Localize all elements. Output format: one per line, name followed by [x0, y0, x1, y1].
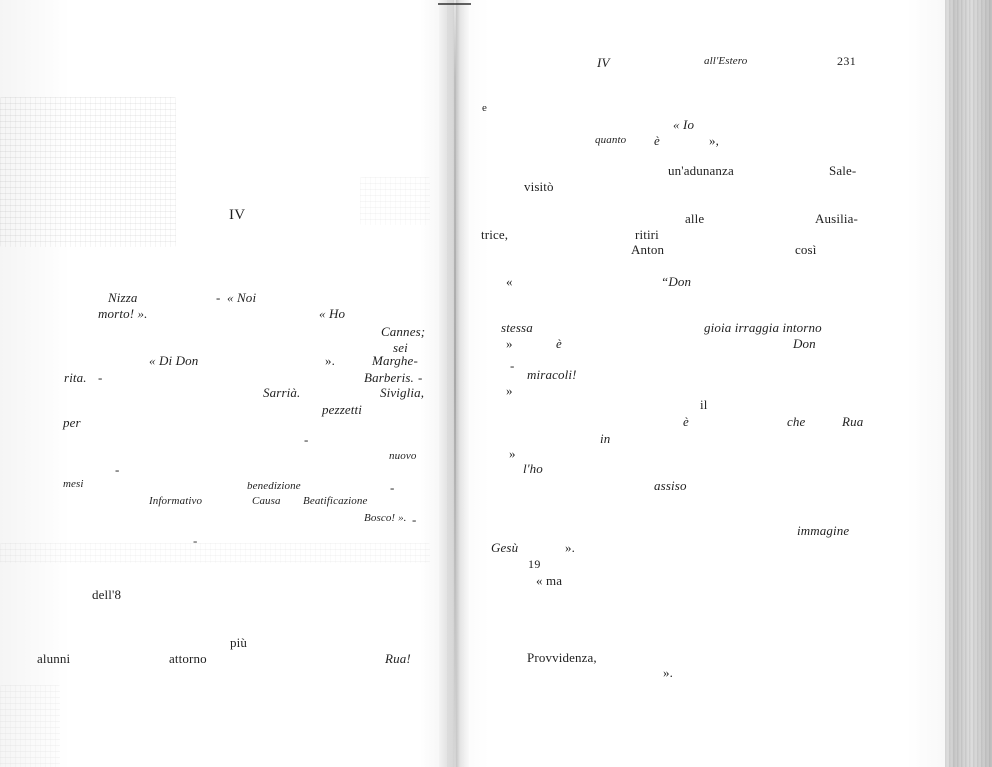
running-header-title: all'Estero	[704, 55, 748, 67]
text-fragment: alle	[685, 211, 705, 226]
text-fragment: Informativo	[149, 495, 203, 507]
text-fragment: dell'8	[92, 587, 122, 602]
text-fragment: ».	[325, 353, 336, 368]
text-fragment: ritiri	[635, 227, 659, 242]
bleed-through-text	[0, 97, 176, 247]
text-fragment: « Ho	[319, 306, 346, 321]
text-fragment: così	[795, 242, 817, 257]
text-fragment: è	[654, 133, 660, 148]
bleed-through-text	[360, 177, 430, 225]
text-fragment: è	[683, 414, 689, 429]
right-page	[447, 0, 945, 767]
text-fragment: assiso	[654, 478, 687, 493]
bleed-through-text	[0, 543, 430, 563]
text-fragment: Rua!	[385, 651, 411, 666]
text-fragment: stessa	[501, 320, 533, 335]
text-fragment: “Don	[661, 274, 692, 289]
text-fragment: »	[509, 446, 516, 461]
text-fragment: che	[787, 414, 806, 429]
text-fragment: Sarrià.	[263, 385, 301, 400]
text-fragment: « Di Don	[149, 353, 199, 368]
binding-mark	[438, 3, 471, 13]
text-fragment: 19	[528, 557, 541, 571]
text-fragment: Bosco! ».	[364, 512, 407, 524]
bleed-through-text	[0, 685, 60, 767]
text-fragment: Anton	[631, 242, 665, 257]
text-fragment: »	[506, 336, 513, 351]
text-fragment: -	[390, 480, 395, 495]
text-fragment: -	[418, 370, 423, 385]
text-fragment: morto! ».	[98, 306, 148, 321]
text-fragment: quanto	[595, 134, 627, 146]
text-fragment: Barberis.	[364, 370, 414, 385]
text-fragment: nuovo	[389, 450, 417, 462]
text-fragment: »,	[709, 133, 720, 148]
text-fragment: Cannes;	[381, 324, 426, 339]
text-fragment: -	[216, 290, 221, 305]
running-header-left: IV	[597, 55, 610, 70]
text-fragment: benedizione	[247, 480, 301, 492]
text-fragment: Rua	[842, 414, 864, 429]
chapter-number: IV	[229, 207, 246, 223]
text-fragment: ».	[663, 665, 674, 680]
text-fragment: -	[304, 432, 309, 447]
text-fragment: « Noi	[227, 290, 257, 305]
text-fragment: un'adunanza	[668, 163, 734, 178]
text-fragment: visitò	[524, 179, 554, 194]
text-fragment: Nizza	[108, 290, 138, 305]
text-fragment: attorno	[169, 651, 207, 666]
text-fragment: trice,	[481, 227, 509, 242]
text-fragment: -	[98, 370, 103, 385]
text-fragment: Marghe-	[372, 353, 418, 368]
text-fragment: Siviglia,	[380, 385, 425, 400]
text-fragment: -	[115, 462, 120, 477]
text-fragment: e	[482, 102, 487, 114]
text-fragment: Provvidenza,	[527, 650, 597, 665]
text-fragment: Don	[793, 336, 816, 351]
left-page	[0, 0, 447, 767]
text-fragment: gioia irraggia intorno	[704, 320, 822, 335]
text-fragment: Causa	[252, 495, 281, 507]
page-number: 231	[837, 54, 857, 68]
text-fragment: sei	[393, 340, 408, 355]
text-fragment: -	[412, 512, 417, 527]
text-fragment: miracoli!	[527, 367, 577, 382]
text-fragment: più	[230, 635, 248, 650]
text-fragment: Sale-	[829, 163, 857, 178]
text-fragment: « ma	[536, 573, 563, 588]
text-fragment: ».	[565, 540, 576, 555]
text-fragment: rita.	[64, 370, 87, 385]
text-fragment: « Io	[673, 117, 695, 132]
text-fragment: Beatificazione	[303, 495, 368, 507]
text-fragment: «	[506, 274, 513, 289]
text-fragment: l'ho	[523, 461, 543, 476]
text-fragment: Gesù	[491, 540, 519, 555]
text-fragment: in	[600, 431, 611, 446]
text-fragment: pezzetti	[322, 402, 363, 417]
book-gutter	[454, 0, 456, 767]
text-fragment: -	[510, 358, 515, 373]
text-fragment: »	[506, 383, 513, 398]
text-fragment: -	[193, 533, 198, 548]
page-edge	[945, 0, 992, 767]
text-fragment: Ausilia-	[815, 211, 858, 226]
text-fragment: immagine	[797, 523, 850, 538]
text-fragment: per	[63, 415, 81, 430]
text-fragment: alunni	[37, 651, 71, 666]
text-fragment: il	[700, 397, 708, 412]
text-fragment: è	[556, 336, 562, 351]
text-fragment: mesi	[63, 478, 84, 490]
